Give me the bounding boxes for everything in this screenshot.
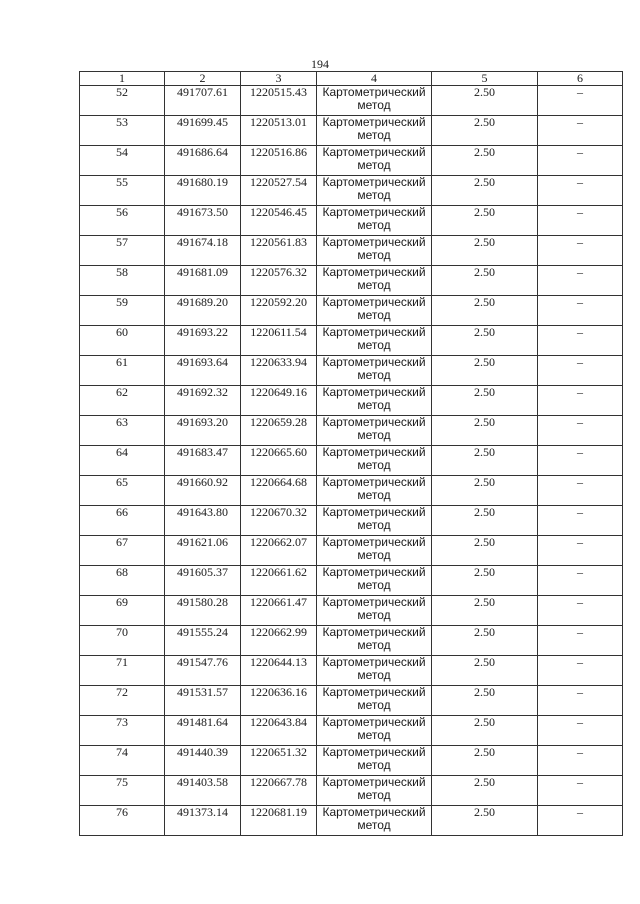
point-number-cell: 68 [80, 566, 165, 596]
method-cell: Картометрический метод [317, 566, 432, 596]
note-cell: – [538, 236, 623, 266]
point-number-cell: 62 [80, 386, 165, 416]
page-number: 194 [311, 57, 329, 71]
method-cell: Картометрический метод [317, 536, 432, 566]
method-cell: Картометрический метод [317, 716, 432, 746]
note-cell: – [538, 476, 623, 506]
point-number-cell: 61 [80, 356, 165, 386]
x-coordinate-cell: 491693.22 [165, 326, 241, 356]
table-row [80, 536, 623, 566]
table-row [80, 356, 623, 386]
column-header-2: 2 [165, 72, 241, 86]
x-coordinate-cell: 491680.19 [165, 176, 241, 206]
x-coordinate-cell: 491699.45 [165, 116, 241, 146]
accuracy-cell: 2.50 [432, 746, 538, 776]
x-coordinate-cell: 491693.20 [165, 416, 241, 446]
note-cell: – [538, 176, 623, 206]
accuracy-cell: 2.50 [432, 626, 538, 656]
table-row [80, 596, 623, 626]
note-cell: – [538, 326, 623, 356]
note-cell: – [538, 206, 623, 236]
method-cell: Картометрический метод [317, 236, 432, 266]
coordinates-table [79, 71, 623, 836]
note-cell: – [538, 686, 623, 716]
note-cell: – [538, 386, 623, 416]
point-number-cell: 64 [80, 446, 165, 476]
point-number-cell: 63 [80, 416, 165, 446]
accuracy-cell: 2.50 [432, 116, 538, 146]
column-header-5: 5 [432, 72, 538, 86]
point-number-cell: 57 [80, 236, 165, 266]
point-number-cell: 69 [80, 596, 165, 626]
y-coordinate-cell: 1220633.94 [241, 356, 317, 386]
x-coordinate-cell: 491555.24 [165, 626, 241, 656]
note-cell: – [538, 446, 623, 476]
method-cell: Картометрический метод [317, 356, 432, 386]
accuracy-cell: 2.50 [432, 806, 538, 836]
point-number-cell: 70 [80, 626, 165, 656]
table-header [80, 72, 623, 86]
y-coordinate-cell: 1220643.84 [241, 716, 317, 746]
accuracy-cell: 2.50 [432, 536, 538, 566]
table-row [80, 476, 623, 506]
note-cell: – [538, 776, 623, 806]
accuracy-cell: 2.50 [432, 356, 538, 386]
x-coordinate-cell: 491605.37 [165, 566, 241, 596]
accuracy-cell: 2.50 [432, 716, 538, 746]
point-number-cell: 54 [80, 146, 165, 176]
method-cell: Картометрический метод [317, 86, 432, 116]
column-header-3: 3 [241, 72, 317, 86]
x-coordinate-cell: 491674.18 [165, 236, 241, 266]
column-header-6: 6 [538, 72, 623, 86]
note-cell: – [538, 356, 623, 386]
accuracy-cell: 2.50 [432, 326, 538, 356]
x-coordinate-cell: 491481.64 [165, 716, 241, 746]
note-cell: – [538, 536, 623, 566]
method-cell: Картометрический метод [317, 656, 432, 686]
point-number-cell: 65 [80, 476, 165, 506]
x-coordinate-cell: 491621.06 [165, 536, 241, 566]
note-cell: – [538, 266, 623, 296]
table-row [80, 386, 623, 416]
table-row [80, 176, 623, 206]
method-cell: Картометрический метод [317, 386, 432, 416]
note-cell: – [538, 596, 623, 626]
accuracy-cell: 2.50 [432, 656, 538, 686]
table-row [80, 626, 623, 656]
point-number-cell: 60 [80, 326, 165, 356]
y-coordinate-cell: 1220661.62 [241, 566, 317, 596]
point-number-cell: 71 [80, 656, 165, 686]
x-coordinate-cell: 491681.09 [165, 266, 241, 296]
note-cell: – [538, 746, 623, 776]
point-number-cell: 72 [80, 686, 165, 716]
table-row [80, 566, 623, 596]
table-row [80, 296, 623, 326]
note-cell: – [538, 656, 623, 686]
x-coordinate-cell: 491660.92 [165, 476, 241, 506]
x-coordinate-cell: 491403.58 [165, 776, 241, 806]
table-row [80, 86, 623, 116]
note-cell: – [538, 146, 623, 176]
x-coordinate-cell: 491673.50 [165, 206, 241, 236]
method-cell: Картометрический метод [317, 116, 432, 146]
point-number-cell: 56 [80, 206, 165, 236]
accuracy-cell: 2.50 [432, 416, 538, 446]
y-coordinate-cell: 1220651.32 [241, 746, 317, 776]
y-coordinate-cell: 1220681.19 [241, 806, 317, 836]
y-coordinate-cell: 1220527.54 [241, 176, 317, 206]
header-row [80, 72, 623, 86]
table-row [80, 146, 623, 176]
point-number-cell: 59 [80, 296, 165, 326]
method-cell: Картометрический метод [317, 626, 432, 656]
method-cell: Картометрический метод [317, 596, 432, 626]
accuracy-cell: 2.50 [432, 236, 538, 266]
y-coordinate-cell: 1220592.20 [241, 296, 317, 326]
note-cell: – [538, 566, 623, 596]
accuracy-cell: 2.50 [432, 176, 538, 206]
table-row [80, 206, 623, 236]
note-cell: – [538, 716, 623, 746]
point-number-cell: 55 [80, 176, 165, 206]
x-coordinate-cell: 491531.57 [165, 686, 241, 716]
accuracy-cell: 2.50 [432, 386, 538, 416]
x-coordinate-cell: 491692.32 [165, 386, 241, 416]
x-coordinate-cell: 491689.20 [165, 296, 241, 326]
y-coordinate-cell: 1220546.45 [241, 206, 317, 236]
point-number-cell: 67 [80, 536, 165, 566]
method-cell: Картометрический метод [317, 266, 432, 296]
note-cell: – [538, 86, 623, 116]
method-cell: Картометрический метод [317, 686, 432, 716]
y-coordinate-cell: 1220659.28 [241, 416, 317, 446]
x-coordinate-cell: 491580.28 [165, 596, 241, 626]
x-coordinate-cell: 491707.61 [165, 86, 241, 116]
table-row [80, 656, 623, 686]
method-cell: Картометрический метод [317, 146, 432, 176]
accuracy-cell: 2.50 [432, 596, 538, 626]
y-coordinate-cell: 1220662.07 [241, 536, 317, 566]
y-coordinate-cell: 1220664.68 [241, 476, 317, 506]
table-row [80, 776, 623, 806]
method-cell: Картометрический метод [317, 446, 432, 476]
x-coordinate-cell: 491686.64 [165, 146, 241, 176]
accuracy-cell: 2.50 [432, 146, 538, 176]
point-number-cell: 52 [80, 86, 165, 116]
x-coordinate-cell: 491693.64 [165, 356, 241, 386]
note-cell: – [538, 626, 623, 656]
table-row [80, 506, 623, 536]
x-coordinate-cell: 491373.14 [165, 806, 241, 836]
method-cell: Картометрический метод [317, 506, 432, 536]
table-row [80, 236, 623, 266]
table-row [80, 416, 623, 446]
y-coordinate-cell: 1220636.16 [241, 686, 317, 716]
note-cell: – [538, 506, 623, 536]
y-coordinate-cell: 1220667.78 [241, 776, 317, 806]
y-coordinate-cell: 1220515.43 [241, 86, 317, 116]
point-number-cell: 53 [80, 116, 165, 146]
method-cell: Картометрический метод [317, 296, 432, 326]
table-row [80, 266, 623, 296]
table-row [80, 326, 623, 356]
point-number-cell: 76 [80, 806, 165, 836]
table-row [80, 116, 623, 146]
accuracy-cell: 2.50 [432, 296, 538, 326]
x-coordinate-cell: 491440.39 [165, 746, 241, 776]
point-number-cell: 73 [80, 716, 165, 746]
accuracy-cell: 2.50 [432, 86, 538, 116]
accuracy-cell: 2.50 [432, 266, 538, 296]
y-coordinate-cell: 1220576.32 [241, 266, 317, 296]
method-cell: Картометрический метод [317, 176, 432, 206]
point-number-cell: 66 [80, 506, 165, 536]
note-cell: – [538, 416, 623, 446]
accuracy-cell: 2.50 [432, 506, 538, 536]
accuracy-cell: 2.50 [432, 566, 538, 596]
accuracy-cell: 2.50 [432, 686, 538, 716]
method-cell: Картометрический метод [317, 806, 432, 836]
column-header-4: 4 [317, 72, 432, 86]
table-row [80, 686, 623, 716]
point-number-cell: 58 [80, 266, 165, 296]
method-cell: Картометрический метод [317, 776, 432, 806]
x-coordinate-cell: 491643.80 [165, 506, 241, 536]
x-coordinate-cell: 491547.76 [165, 656, 241, 686]
note-cell: – [538, 806, 623, 836]
point-number-cell: 75 [80, 776, 165, 806]
y-coordinate-cell: 1220649.16 [241, 386, 317, 416]
table-row [80, 806, 623, 836]
table-row [80, 716, 623, 746]
y-coordinate-cell: 1220513.01 [241, 116, 317, 146]
note-cell: – [538, 116, 623, 146]
y-coordinate-cell: 1220661.47 [241, 596, 317, 626]
y-coordinate-cell: 1220644.13 [241, 656, 317, 686]
note-cell: – [538, 296, 623, 326]
method-cell: Картометрический метод [317, 746, 432, 776]
method-cell: Картометрический метод [317, 326, 432, 356]
point-number-cell: 74 [80, 746, 165, 776]
y-coordinate-cell: 1220611.54 [241, 326, 317, 356]
accuracy-cell: 2.50 [432, 446, 538, 476]
method-cell: Картометрический метод [317, 206, 432, 236]
y-coordinate-cell: 1220670.32 [241, 506, 317, 536]
table-body [80, 86, 623, 836]
method-cell: Картометрический метод [317, 476, 432, 506]
accuracy-cell: 2.50 [432, 476, 538, 506]
accuracy-cell: 2.50 [432, 206, 538, 236]
table-row [80, 746, 623, 776]
table-row [80, 446, 623, 476]
method-cell: Картометрический метод [317, 416, 432, 446]
column-header-1: 1 [80, 72, 165, 86]
y-coordinate-cell: 1220665.60 [241, 446, 317, 476]
y-coordinate-cell: 1220516.86 [241, 146, 317, 176]
accuracy-cell: 2.50 [432, 776, 538, 806]
y-coordinate-cell: 1220561.83 [241, 236, 317, 266]
y-coordinate-cell: 1220662.99 [241, 626, 317, 656]
x-coordinate-cell: 491683.47 [165, 446, 241, 476]
